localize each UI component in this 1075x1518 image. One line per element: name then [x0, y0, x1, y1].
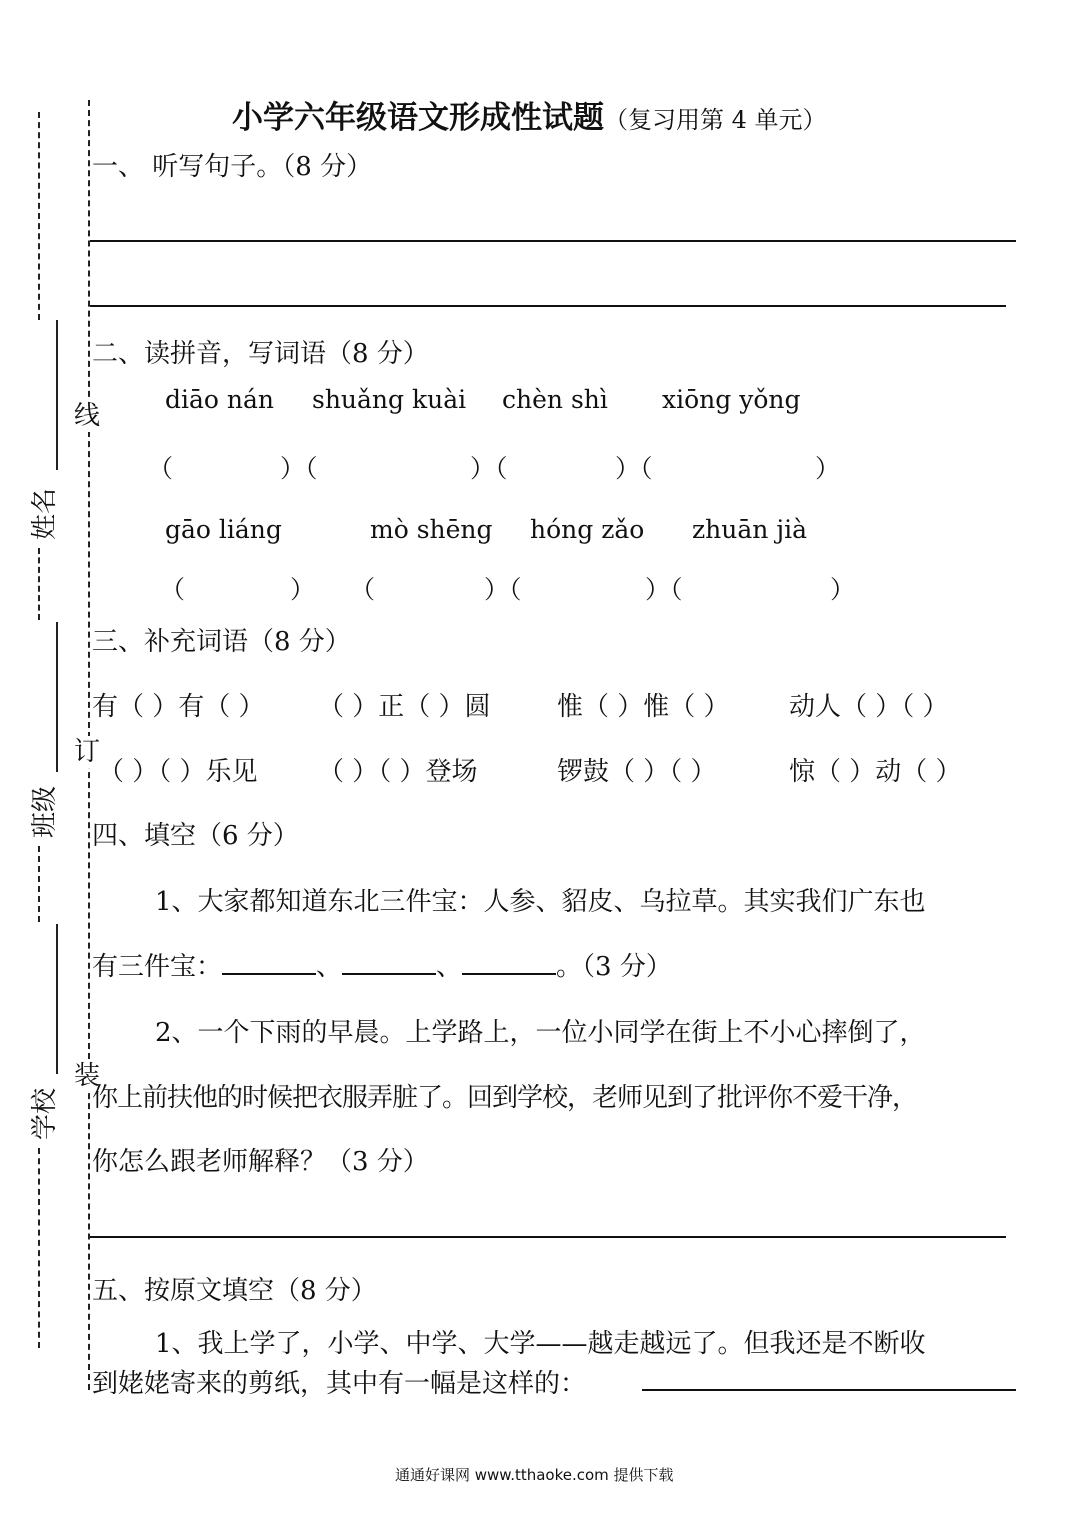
q4-1-suffix: 。（3 分）: [556, 952, 672, 982]
answer-box-7-close: ）（: [645, 575, 683, 604]
answer-box-2-close: ）（: [470, 454, 508, 483]
idiom-6[interactable]: （ ）（ ）登场: [318, 757, 478, 787]
name-label: 姓名: [30, 487, 60, 540]
dictation-answer-line-1[interactable]: [90, 240, 1016, 242]
idiom-8[interactable]: 惊（ ）动（ ）: [789, 757, 962, 787]
dictation-answer-line-2[interactable]: [90, 305, 1006, 307]
margin-dashed-line-outer-bottom: [38, 1148, 40, 1348]
pinyin-5: gāo liáng: [165, 515, 282, 544]
pinyin-6: mò shēng: [370, 515, 493, 544]
q5-1-line2: 到姥姥寄来的剪纸，其中有一幅是这样的：: [92, 1369, 587, 1399]
binding-label-xian: 线: [74, 401, 101, 431]
idiom-4[interactable]: 动人（ ）（ ）: [789, 692, 949, 722]
q4-1-prefix: 有三件宝：: [92, 952, 223, 982]
q5-1-line1: 1、我上学了，小学、中学、大学——越走越远了。但我还是不断收: [155, 1329, 926, 1359]
pinyin-1: diāo nán: [165, 385, 275, 414]
answer-box-3-close: ）（: [615, 454, 653, 483]
papercut-answer-line[interactable]: [642, 1389, 1016, 1391]
q4-2-line2: 你上前扶他的时候把衣服弄脏了。回到学校，老师见到了批评你不爱干净，: [92, 1083, 918, 1113]
q4-2-line3: 你怎么跟老师解释？（3 分）: [92, 1147, 429, 1177]
class-label: 班级: [30, 785, 60, 838]
answer-box-5-close: ）: [290, 575, 316, 604]
answer-box-1[interactable]: （: [148, 454, 174, 483]
q4-2-line1: 2、一个下雨的早晨。上学路上，一位小同学在街上不小心摔倒了，: [155, 1018, 926, 1048]
page-title: [232, 92, 827, 137]
answer-box-5[interactable]: （: [160, 575, 186, 604]
pinyin-8: zhuān jià: [692, 515, 807, 544]
section3-heading: 三、补充词语（8 分）: [92, 627, 351, 657]
idiom-1[interactable]: 有（ ）有（ ）: [92, 692, 265, 722]
answer-box-8-close: ）: [830, 575, 856, 604]
class-write-line: [56, 622, 58, 772]
section4-heading: 四、填空（6 分）: [92, 821, 299, 851]
answer-box-6[interactable]: （: [350, 575, 376, 604]
idiom-2[interactable]: （ ）正（ ）圆: [318, 692, 491, 722]
section5-heading: 五、按原文填空（8 分）: [92, 1276, 377, 1306]
margin-dashed-line-outer-mid2: [38, 846, 40, 922]
answer-box-4-close: ）: [815, 454, 841, 483]
idiom-3[interactable]: 惟（ ）惟（ ）: [557, 692, 730, 722]
treasure-sep-2: 、: [436, 952, 463, 982]
footer-credit: 通通好课网 www.tthaoke.com 提供下载: [395, 1466, 674, 1484]
school-label: 学校: [30, 1087, 60, 1140]
section2-heading: 二、读拼音，写词语（8 分）: [92, 339, 429, 369]
pinyin-2: shuǎng kuài: [312, 385, 467, 414]
treasure-blank-3[interactable]: [462, 972, 556, 975]
margin-dashed-line-outer-mid1: [38, 548, 40, 620]
idiom-5[interactable]: （ ）（ ）乐见: [98, 757, 258, 787]
explanation-answer-line[interactable]: [90, 1236, 1006, 1238]
pinyin-3: chèn shì: [502, 385, 608, 414]
q4-1-line2: [92, 946, 672, 983]
pinyin-7: hóng zǎo: [530, 515, 645, 544]
answer-box-6-close: ）（: [484, 575, 522, 604]
title-main: 小学六年级语文形成性试题: [232, 100, 604, 136]
title-sub: （复习用第 4 单元）: [604, 106, 827, 134]
binding-label-zhuang: 装: [74, 1061, 101, 1091]
name-write-line: [56, 320, 58, 470]
answer-box-1-close: ）（: [280, 454, 318, 483]
margin-dashed-line-outer-top: [38, 112, 40, 320]
q4-1-line1: 1、大家都知道东北三件宝：人参、貂皮、乌拉草。其实我们广东也: [155, 887, 926, 917]
binding-label-ding: 订: [74, 737, 101, 767]
treasure-sep-1: 、: [316, 952, 343, 982]
treasure-blank-2[interactable]: [342, 972, 436, 975]
treasure-blank-1[interactable]: [222, 972, 316, 975]
section1-heading: 一、 听写句子。（8 分）: [92, 152, 373, 182]
idiom-7[interactable]: 锣鼓（ ）（ ）: [557, 757, 717, 787]
school-write-line: [56, 924, 58, 1074]
pinyin-4: xiōng yǒng: [662, 385, 801, 414]
